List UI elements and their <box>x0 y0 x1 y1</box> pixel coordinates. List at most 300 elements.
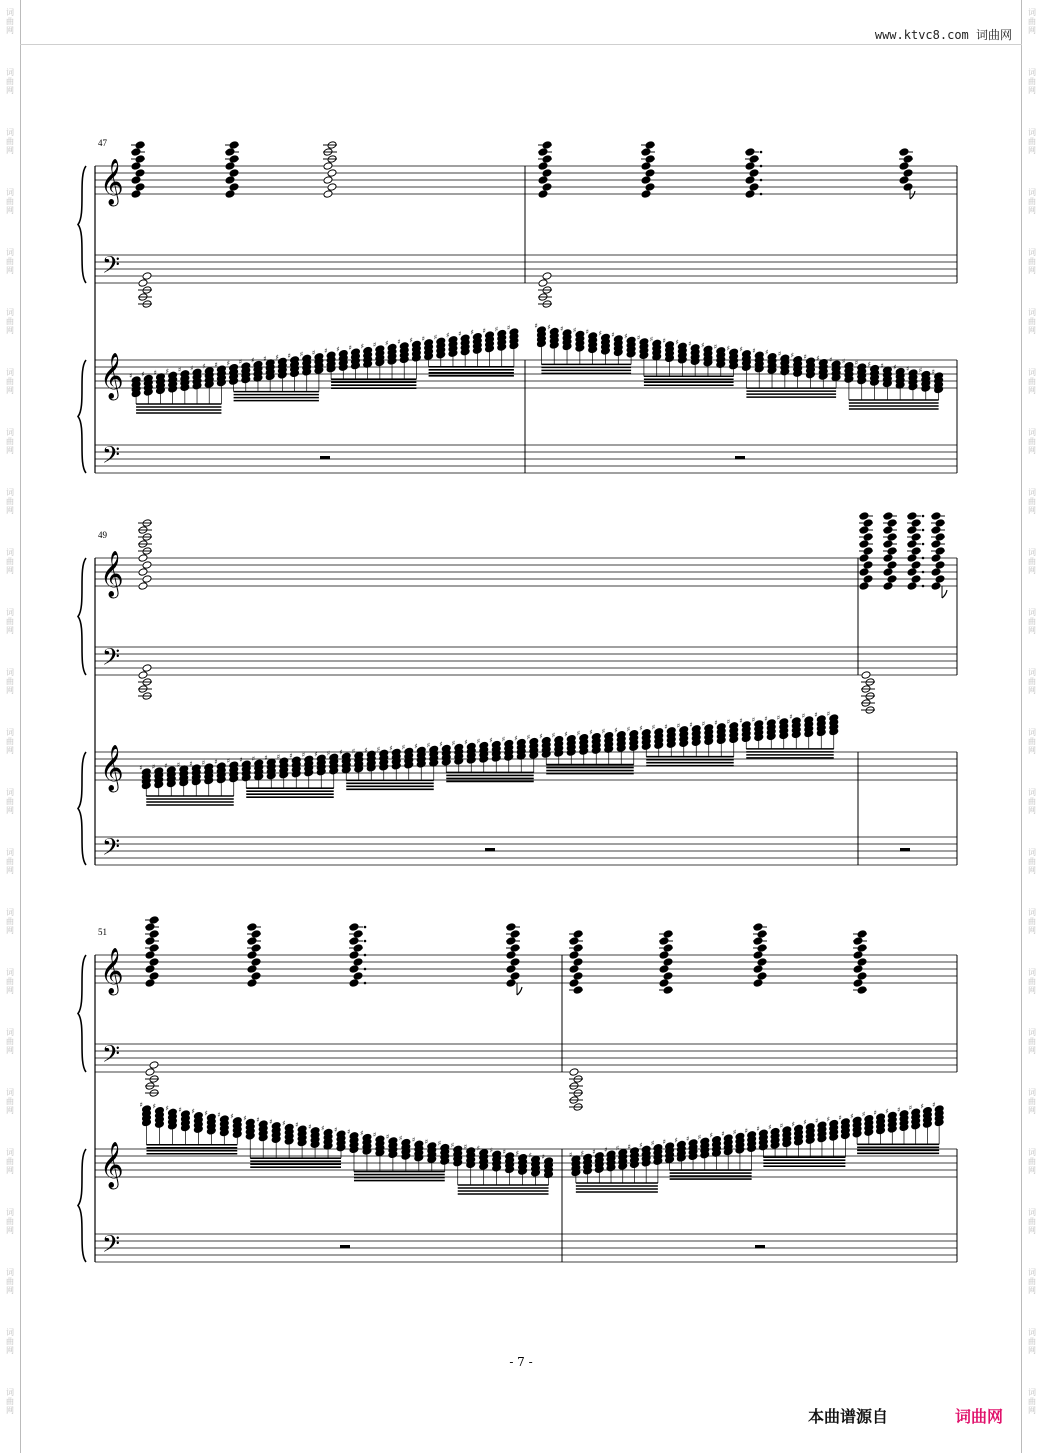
dot <box>760 179 763 182</box>
treble-clef: 𝄞 <box>100 159 124 205</box>
sharp-accidental: ♯ <box>932 1101 936 1109</box>
note-head <box>935 575 945 584</box>
note-head <box>883 582 893 591</box>
note-head <box>569 965 579 974</box>
sharp-accidental: ♯ <box>777 350 782 359</box>
sharp-accidental: ♯ <box>256 1116 260 1125</box>
music-system <box>78 512 957 866</box>
treble-clef: 𝄞 <box>100 353 124 399</box>
note-head <box>887 575 897 584</box>
sharp-accidental: ♯ <box>751 715 756 724</box>
note-head <box>510 972 520 981</box>
sharp-accidental: ♯ <box>501 735 506 744</box>
note-head <box>911 561 921 570</box>
sharp-accidental: ♯ <box>202 362 206 371</box>
sharp-accidental: ♯ <box>397 337 401 346</box>
sharp-accidental: ♯ <box>165 367 170 376</box>
sharp-accidental: ♯ <box>880 362 884 371</box>
side-watermark-text: 词 曲 网 <box>1028 1088 1036 1115</box>
note-head <box>149 958 159 967</box>
note-head <box>663 972 673 981</box>
sharp-accidental: ♯ <box>275 353 279 362</box>
sharp-accidental: ♯ <box>152 1102 156 1111</box>
dot <box>760 165 763 168</box>
sharp-accidental: ♯ <box>701 719 706 728</box>
sharp-accidental: ♯ <box>816 354 820 363</box>
sharp-accidental: ♯ <box>790 351 795 360</box>
note-head <box>907 582 917 591</box>
dot <box>922 515 925 518</box>
sharp-accidental: ♯ <box>424 1137 429 1146</box>
side-watermark-text: 词 曲 网 <box>6 908 14 935</box>
side-watermark-text: 词 曲 网 <box>6 488 14 515</box>
sharp-accidental: ♯ <box>176 761 181 770</box>
note-head <box>247 979 257 988</box>
note-head <box>753 979 763 988</box>
note-head <box>887 561 897 570</box>
sharp-accidental: ♯ <box>398 1134 403 1143</box>
note-head <box>251 958 261 967</box>
sharp-accidental: ♯ <box>568 1151 573 1159</box>
sharp-accidental: ♯ <box>506 324 511 332</box>
sharp-accidental: ♯ <box>139 1101 143 1109</box>
side-watermark-text: 词 曲 网 <box>6 308 14 335</box>
note-head <box>142 575 152 584</box>
sharp-accidental: ♯ <box>470 328 474 337</box>
note-head <box>659 965 669 974</box>
note-head <box>353 972 363 981</box>
sharp-accidental: ♯ <box>920 1102 924 1111</box>
sharp-accidental: ♯ <box>464 738 468 747</box>
whole-rest <box>900 848 910 851</box>
whole-rest <box>485 848 495 851</box>
sharp-accidental: ♯ <box>494 325 499 334</box>
dot <box>922 585 925 588</box>
treble-clef: 𝄞 <box>100 948 124 994</box>
note-head <box>538 279 548 288</box>
side-watermark-text: 词 曲 网 <box>6 1208 14 1235</box>
note-head <box>149 972 159 981</box>
side-watermark-text: 词 曲 网 <box>1028 1028 1036 1055</box>
whole-rest <box>735 456 745 459</box>
sharp-accidental: ♯ <box>264 754 268 763</box>
sharp-accidental: ♯ <box>688 339 692 348</box>
sharp-accidental: ♯ <box>675 338 679 347</box>
sharp-accidental: ♯ <box>502 1147 506 1156</box>
sharp-accidental: ♯ <box>439 740 443 749</box>
sharp-accidental: ♯ <box>854 359 859 368</box>
side-watermark-text: 词 曲 网 <box>1028 1328 1036 1355</box>
sharp-accidental: ♯ <box>624 332 628 341</box>
piano-brace <box>78 955 86 1072</box>
note-head <box>225 190 235 199</box>
note-head <box>538 176 548 185</box>
note-head <box>883 554 893 563</box>
sharp-accidental: ♯ <box>308 1122 312 1131</box>
sharp-accidental: ♯ <box>421 334 425 343</box>
note-head <box>935 561 945 570</box>
note-head <box>853 965 863 974</box>
note-head <box>135 183 145 192</box>
note-head <box>353 958 363 967</box>
music-system <box>78 916 957 1263</box>
note-head <box>323 190 333 199</box>
note-head <box>757 958 767 967</box>
note-head <box>745 176 755 185</box>
note-head <box>138 582 148 591</box>
sharp-accidental: ♯ <box>299 350 304 359</box>
note-head <box>229 169 239 178</box>
side-watermark-text: 词 曲 网 <box>6 188 14 215</box>
sharp-accidental: ♯ <box>334 1126 338 1135</box>
sharp-accidental: ♯ <box>376 745 381 754</box>
side-watermark-text: 词 曲 网 <box>1028 428 1036 455</box>
note-head <box>349 965 359 974</box>
piano-brace <box>78 1149 86 1262</box>
sharp-accidental: ♯ <box>572 326 577 335</box>
sharp-accidental: ♯ <box>326 749 331 758</box>
sharp-accidental: ♯ <box>301 751 306 760</box>
sharp-accidental: ♯ <box>226 359 230 368</box>
dot <box>922 571 925 574</box>
note-head <box>542 169 552 178</box>
note-head <box>145 1068 155 1077</box>
sharp-accidental: ♯ <box>445 331 450 340</box>
measure-number: 51 <box>98 927 107 937</box>
sharp-accidental: ♯ <box>752 347 756 356</box>
sharp-accidental: ♯ <box>604 1146 608 1155</box>
sharp-accidental: ♯ <box>263 354 267 363</box>
note-head <box>907 554 917 563</box>
sharp-accidental: ♯ <box>814 710 818 719</box>
sharp-accidental: ♯ <box>674 1136 678 1145</box>
note-head <box>229 183 239 192</box>
note-head <box>131 176 141 185</box>
sharp-accidental: ♯ <box>744 1126 749 1135</box>
note-head <box>135 169 145 178</box>
whole-rest <box>755 1245 765 1248</box>
side-watermark-text: 词 曲 网 <box>6 1028 14 1055</box>
bass-clef: 𝄢 <box>102 441 121 474</box>
treble-clef: 𝄞 <box>100 745 124 791</box>
sharp-accidental: ♯ <box>476 737 481 746</box>
sharp-accidental: ♯ <box>776 713 781 722</box>
sharp-accidental: ♯ <box>204 1109 208 1118</box>
note-head <box>931 568 941 577</box>
sharp-accidental: ♯ <box>779 1121 784 1130</box>
sharp-accidental: ♯ <box>564 730 568 739</box>
sharp-accidental: ♯ <box>697 1133 702 1142</box>
measure-number: 47 <box>98 138 107 148</box>
sharp-accidental: ♯ <box>789 712 793 721</box>
side-watermark-text: 词 曲 网 <box>1028 248 1036 275</box>
side-watermark-text: 词 曲 网 <box>6 68 14 95</box>
sharp-accidental: ♯ <box>433 333 438 342</box>
sharp-accidental: ♯ <box>627 1142 631 1151</box>
sharp-accidental: ♯ <box>451 739 456 748</box>
sharp-accidental: ♯ <box>336 345 340 354</box>
bass-clef: 𝄢 <box>102 1040 121 1073</box>
sharp-accidental: ♯ <box>639 1141 643 1150</box>
sharp-accidental: ♯ <box>539 732 543 741</box>
sharp-accidental: ♯ <box>226 757 231 766</box>
side-watermark-text: 词 曲 网 <box>6 848 14 875</box>
note-head <box>142 561 152 570</box>
sharp-accidental: ♯ <box>585 327 590 336</box>
side-watermark-text: 词 曲 网 <box>1028 8 1036 35</box>
note-head <box>251 972 261 981</box>
note-head <box>863 561 873 570</box>
note-head <box>931 582 941 591</box>
side-watermark-text: 词 曲 网 <box>1028 1268 1036 1295</box>
note-head <box>142 272 152 281</box>
bass-clef: 𝄢 <box>102 251 121 284</box>
sharp-accidental: ♯ <box>515 1149 519 1158</box>
note-head <box>659 979 669 988</box>
sharp-accidental: ♯ <box>401 743 406 752</box>
sharp-accidental: ♯ <box>576 729 581 738</box>
note-flag <box>910 191 915 199</box>
note-head <box>573 958 583 967</box>
note-head <box>645 183 655 192</box>
note-head <box>753 951 763 960</box>
sharp-accidental: ♯ <box>589 728 593 737</box>
dot <box>364 982 367 985</box>
note-head <box>745 190 755 199</box>
sharp-accidental: ♯ <box>615 1144 620 1153</box>
dot <box>922 529 925 532</box>
note-head <box>569 1068 579 1077</box>
note-head <box>131 190 141 199</box>
sharp-accidental: ♯ <box>764 714 768 723</box>
sharp-accidental: ♯ <box>191 1107 195 1116</box>
side-watermark-text: 词 曲 网 <box>1028 668 1036 695</box>
side-watermark-text: 词 曲 网 <box>6 8 14 35</box>
sharp-accidental: ♯ <box>476 1144 481 1153</box>
sharp-accidental: ♯ <box>289 752 293 761</box>
sharp-accidental: ♯ <box>826 1115 831 1124</box>
sharp-accidental: ♯ <box>282 1119 286 1128</box>
note-head <box>225 162 235 171</box>
sharp-accidental: ♯ <box>463 1142 468 1151</box>
note-head <box>538 190 548 199</box>
note-head <box>757 972 767 981</box>
page-number: - 7 - <box>509 1355 533 1369</box>
note-head <box>907 568 917 577</box>
whole-rest <box>340 1245 350 1248</box>
sharp-accidental: ♯ <box>756 1125 760 1134</box>
dot <box>364 940 367 943</box>
sharp-accidental: ♯ <box>592 1147 596 1156</box>
sharp-accidental: ♯ <box>662 1138 666 1147</box>
note-head <box>861 671 871 680</box>
sharp-accidental: ♯ <box>437 1139 442 1148</box>
sharp-accidental: ♯ <box>482 327 486 336</box>
sharp-accidental: ♯ <box>351 747 356 756</box>
sharp-accidental: ♯ <box>534 322 538 330</box>
side-watermark-text: 词 曲 网 <box>6 668 14 695</box>
sharp-accidental: ♯ <box>867 360 871 369</box>
footer-site-name[interactable]: 词曲网 <box>955 1407 1004 1426</box>
sharp-accidental: ♯ <box>372 1131 377 1140</box>
sharp-accidental: ♯ <box>713 342 718 351</box>
side-watermark-text: 词 曲 网 <box>1028 368 1036 395</box>
bass-clef: 𝄢 <box>102 1230 121 1263</box>
sharp-accidental: ♯ <box>896 1105 901 1114</box>
sharp-accidental: ♯ <box>389 744 393 753</box>
dot <box>760 151 763 154</box>
note-head <box>538 162 548 171</box>
header-site-url[interactable]: www.ktvc8.com 词曲网 <box>874 28 1012 42</box>
sharp-accidental: ♯ <box>662 336 666 345</box>
side-watermark-text: 词 曲 网 <box>1028 608 1036 635</box>
note-head <box>506 951 516 960</box>
note-head <box>645 169 655 178</box>
sharp-accidental: ♯ <box>614 726 618 735</box>
sharp-accidental: ♯ <box>360 342 365 351</box>
sharp-accidental: ♯ <box>250 356 255 365</box>
sharp-accidental: ♯ <box>650 1139 655 1148</box>
sharp-accidental: ♯ <box>580 1149 584 1158</box>
sharp-accidental: ♯ <box>243 1114 247 1123</box>
sharp-accidental: ♯ <box>636 333 641 342</box>
sharp-accidental: ♯ <box>850 1112 854 1121</box>
note-head <box>145 965 155 974</box>
sharp-accidental: ♯ <box>931 368 935 376</box>
sharp-accidental: ♯ <box>178 1106 182 1115</box>
note-head <box>138 554 148 563</box>
sharp-accidental: ♯ <box>598 329 602 338</box>
sharp-accidental: ♯ <box>651 723 656 732</box>
sharp-accidental: ♯ <box>905 365 910 374</box>
sharp-accidental: ♯ <box>885 1107 889 1116</box>
sharp-accidental: ♯ <box>411 1136 416 1145</box>
sharp-accidental: ♯ <box>551 731 556 740</box>
sharp-accidental: ♯ <box>838 1113 842 1122</box>
sharp-accidental: ♯ <box>918 366 923 375</box>
dot <box>922 557 925 560</box>
sharp-accidental: ♯ <box>649 335 654 344</box>
sharp-accidental: ♯ <box>414 742 418 751</box>
note-head <box>327 183 337 192</box>
note-head <box>142 664 152 673</box>
treble-clef: 𝄞 <box>100 1142 124 1188</box>
note-head <box>859 568 869 577</box>
note-head <box>899 176 909 185</box>
note-head <box>138 279 148 288</box>
side-watermark-text: 词 曲 网 <box>6 248 14 275</box>
note-head <box>911 575 921 584</box>
side-watermark-text: 词 曲 网 <box>1028 1148 1036 1175</box>
sharp-accidental: ♯ <box>639 724 643 733</box>
sharp-accidental: ♯ <box>385 339 389 348</box>
side-watermark-text: 词 曲 网 <box>1028 488 1036 515</box>
sharp-accidental: ♯ <box>348 344 352 353</box>
side-watermark-text: 词 曲 网 <box>1028 548 1036 575</box>
note-head <box>573 972 583 981</box>
note-head <box>857 958 867 967</box>
sharp-accidental: ♯ <box>803 353 807 362</box>
sharp-accidental: ♯ <box>526 733 531 742</box>
sharp-accidental: ♯ <box>409 336 413 345</box>
piano-brace <box>78 558 86 675</box>
side-watermark-text: 词 曲 网 <box>6 548 14 575</box>
note-head <box>510 958 520 967</box>
note-head <box>323 176 333 185</box>
note-head <box>749 183 759 192</box>
sharp-accidental: ♯ <box>611 330 615 339</box>
note-head <box>145 979 155 988</box>
sharp-accidental: ♯ <box>726 717 731 726</box>
sharp-accidental: ♯ <box>547 323 551 332</box>
sharp-accidental: ♯ <box>141 370 145 379</box>
music-system <box>78 138 957 474</box>
dot <box>364 954 367 957</box>
sharp-accidental: ♯ <box>321 1124 325 1133</box>
sharp-accidental: ♯ <box>151 763 156 772</box>
note-head <box>542 272 552 281</box>
measure-number: 49 <box>98 530 107 540</box>
bass-clef: 𝄢 <box>102 833 121 866</box>
sharp-accidental: ♯ <box>801 711 806 720</box>
sharp-accidental: ♯ <box>803 1118 807 1127</box>
sharp-accidental: ♯ <box>287 351 291 360</box>
side-watermark-text: 词 曲 网 <box>6 428 14 455</box>
whole-rest <box>320 456 330 459</box>
note-head <box>903 169 913 178</box>
sharp-accidental: ♯ <box>153 368 157 377</box>
side-watermark-text: 词 曲 网 <box>1028 848 1036 875</box>
sharp-accidental: ♯ <box>861 1110 866 1119</box>
sharp-accidental: ♯ <box>190 364 194 373</box>
side-watermark-text: 词 曲 网 <box>1028 1388 1036 1415</box>
side-watermark-text: 词 曲 网 <box>6 1088 14 1115</box>
sharp-accidental: ♯ <box>177 365 182 374</box>
sharp-accidental: ♯ <box>601 727 606 736</box>
treble-clef: 𝄞 <box>100 551 124 597</box>
sharp-accidental: ♯ <box>238 358 243 367</box>
sharp-accidental: ♯ <box>276 753 281 762</box>
sharp-accidental: ♯ <box>739 716 743 725</box>
sharp-accidental: ♯ <box>189 760 193 769</box>
sharp-accidental: ♯ <box>450 1141 455 1150</box>
side-watermark-text: 词 曲 网 <box>6 1148 14 1175</box>
sharp-accidental: ♯ <box>814 1117 819 1126</box>
sharp-accidental: ♯ <box>314 750 318 759</box>
dot <box>760 193 763 196</box>
side-watermark-text: 词 曲 网 <box>1028 308 1036 335</box>
sharp-accidental: ♯ <box>765 348 769 357</box>
sharp-accidental: ♯ <box>541 1153 545 1161</box>
piano-brace <box>78 360 86 473</box>
note-head <box>131 162 141 171</box>
sharp-accidental: ♯ <box>311 348 316 357</box>
side-watermark-text: 词 曲 网 <box>6 368 14 395</box>
note-head <box>542 183 552 192</box>
note-head <box>859 582 869 591</box>
note-head <box>857 972 867 981</box>
note-head <box>863 575 873 584</box>
side-watermark-text: 词 曲 网 <box>1028 188 1036 215</box>
sharp-accidental: ♯ <box>676 721 681 730</box>
sharp-accidental: ♯ <box>129 372 133 380</box>
note-head <box>931 554 941 563</box>
side-watermark-text: 词 曲 网 <box>1028 908 1036 935</box>
side-watermark-text: 词 曲 网 <box>6 1268 14 1295</box>
note-head <box>569 979 579 988</box>
side-watermark-text: 词 曲 网 <box>6 968 14 995</box>
note-head <box>506 979 516 988</box>
